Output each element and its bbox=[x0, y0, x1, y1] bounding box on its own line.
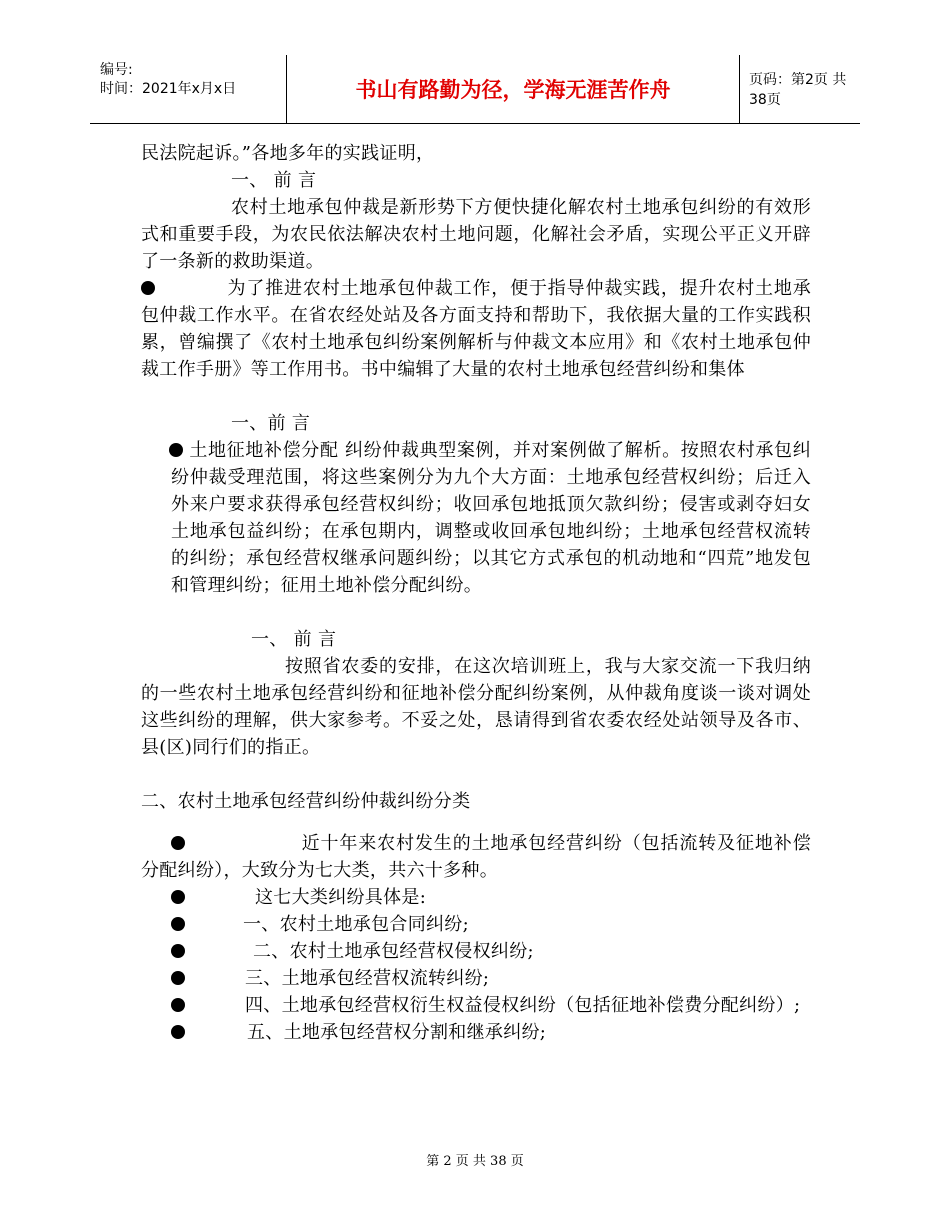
section-heading-preface-1: 一、 前 言 bbox=[231, 170, 317, 191]
section-heading-classification: 二、农村土地承包经营纠纷仲裁纠纷分类 bbox=[141, 791, 471, 812]
bullet-icon bbox=[141, 281, 155, 295]
bullet-icon bbox=[171, 944, 185, 958]
section-heading-preface-3: 一、 前 言 bbox=[251, 629, 337, 650]
header-motto: 书山有路勤为径，学海无涯苦作舟 bbox=[286, 55, 740, 123]
time-label: 时间：2021年x月x日 bbox=[100, 81, 237, 97]
bullet-item-2: 这七大类纠纷具体是: bbox=[141, 884, 811, 911]
bullet-item-5: 三、土地承包经营权流转纠纷; bbox=[141, 965, 811, 992]
page-footer: 第 2 页 共 38 页 bbox=[426, 1154, 524, 1169]
header-meta bbox=[90, 55, 286, 123]
bullet-item-6: 四、土地承包经营权衍生权益侵权纠纷（包括征地补偿费分配纠纷）; bbox=[141, 992, 811, 1019]
paragraph-preface-4: 按照省农委的安排，在这次培训班上，我与大家交流一下我归纳的一些农村土地承包经营纠纷和征地补偿分配纠纷案例，从仲裁角度谈一谈对调处这些纠纷的理解，供大家参考。不妥之处，恳请得到省农委农经处站领导及各市、县(区)同行们的指正。 bbox=[141, 656, 811, 758]
paragraph-text: 土地征地补偿分配 纠纷仲裁典型案例，并对案例做了解析。按照农村承包纠纷仲裁受理范围，将这些案例分为九个大方面：土地承包经营权纠纷；后迁入外来户要求获得承包经营权纠纷；收回承包地抵顶欠款纠纷；侵害或剥夺妇女土地承包益纠纷；在承包期内，调整或收回承包地纠纷；土地承包经营权流转的纠纷；承包经营权继承问题纠纷；以其它方式承包的机动地和“四荒”地发包和管理纠纷；征用土地补偿分配纠纷。 bbox=[171, 440, 811, 596]
paragraph-bullet-preface-3 bbox=[141, 437, 811, 599]
paragraph-intro: 民法院起诉。”各地多年的实践证明， bbox=[141, 143, 435, 164]
bullet-item-7: 五、土地承包经营权分割和继承纠纷; bbox=[141, 1019, 811, 1046]
bullet-icon bbox=[171, 917, 185, 931]
paragraph-text: 为了推进农村土地承包仲裁工作，便于指导仲裁实践，提升农村土地承包仲裁工作水平。在省农经处站及各方面支持和帮助下，我依据大量的工作实践积累，曾编撰了《农村土地承包纠纷案例解析与仲裁文本应用》和《农村土地承包仲裁工作手册》等工作用书。书中编辑了大量的农村土地承包经营纠纷和集体 bbox=[141, 278, 811, 380]
header-page-info: 页码：第2页 共38页 bbox=[749, 72, 847, 108]
bullet-item-4: 二、农村土地承包经营权侵权纠纷; bbox=[141, 938, 811, 965]
bullet-icon bbox=[171, 1025, 185, 1039]
bullet-icon bbox=[169, 443, 183, 457]
section-heading-preface-2: 一、前 言 bbox=[231, 413, 311, 434]
number-label: 编号: bbox=[100, 62, 133, 78]
paragraph-bullet-preface-2 bbox=[141, 275, 811, 383]
paragraph-preface-1: 农村土地承包仲裁是新形势下方便快捷化解农村土地承包纠纷的有效形式和重要手段，为农民依法解决农村土地问题，化解社会矛盾，实现公平正义开辟了一条新的救助渠道。 bbox=[141, 197, 811, 272]
bullet-item-1: 近十年来农村发生的土地承包经营纠纷（包括流转及征地补偿分配纠纷），大致分为七大类，共六十多种。 bbox=[141, 833, 811, 881]
bullet-item-3: 一、农村土地承包合同纠纷; bbox=[141, 911, 811, 938]
document-body bbox=[141, 140, 811, 1046]
bullet-icon bbox=[171, 890, 185, 904]
bullet-icon bbox=[171, 971, 185, 985]
document-header bbox=[90, 55, 860, 124]
bullet-icon bbox=[171, 998, 185, 1012]
bullet-icon bbox=[171, 836, 185, 850]
